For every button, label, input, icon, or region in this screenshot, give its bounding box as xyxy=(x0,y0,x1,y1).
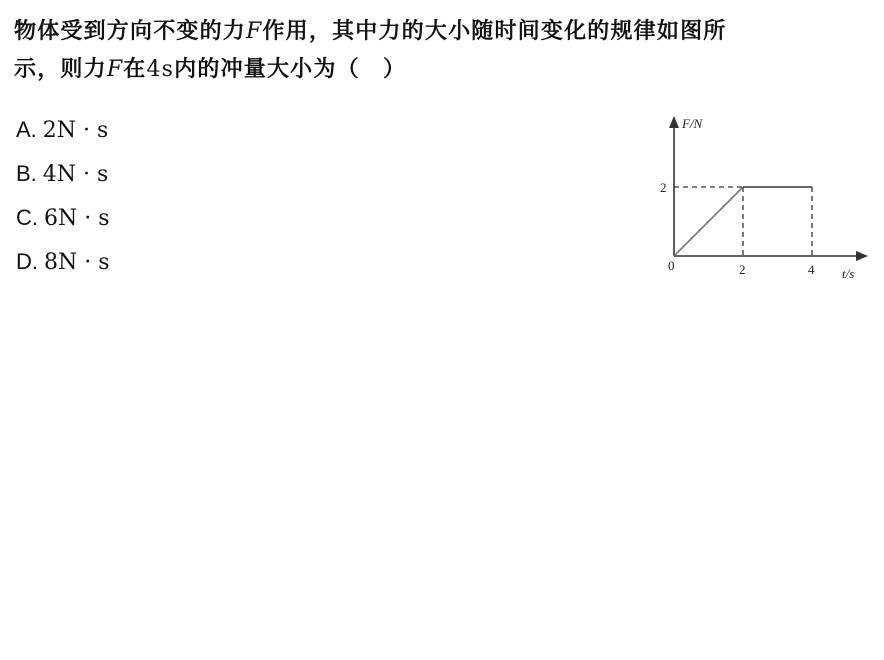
question-line-2 xyxy=(14,50,874,88)
y-tick-label: 2 xyxy=(660,180,667,195)
question-text-segment: 内的冲量大小为（ ） xyxy=(174,56,407,82)
question-line-1 xyxy=(14,12,874,50)
question-text-segment: 作用，其中力的大小随时间变化的规律如图所 xyxy=(262,18,727,44)
option-a[interactable] xyxy=(16,113,110,157)
x-tick-label: 4 xyxy=(808,262,815,277)
x-axis-arrow-icon xyxy=(856,251,868,261)
option-d[interactable] xyxy=(16,245,110,289)
x-tick-label: 2 xyxy=(739,262,746,277)
option-value: 4N · s xyxy=(42,162,109,187)
answer-options xyxy=(16,113,110,289)
time-value: 4s xyxy=(146,57,175,82)
option-c[interactable] xyxy=(16,201,110,245)
question-text-segment: 示，则力 xyxy=(14,56,107,82)
question-text-segment: 在 xyxy=(123,56,147,82)
question-text xyxy=(14,12,874,88)
option-value: 2N · s xyxy=(42,118,109,143)
option-letter: A. xyxy=(16,117,37,142)
y-axis-label: F/N xyxy=(682,116,703,131)
origin-label: 0 xyxy=(668,258,675,273)
option-letter: C. xyxy=(16,205,38,230)
data-line-segment xyxy=(674,187,743,256)
chart-svg xyxy=(656,108,876,288)
option-b[interactable] xyxy=(16,157,110,201)
option-value: 8N · s xyxy=(44,250,110,275)
force-variable: F xyxy=(246,19,263,44)
option-letter: D. xyxy=(16,249,38,274)
force-time-graph xyxy=(656,108,876,292)
option-value: 6N · s xyxy=(44,206,110,231)
y-axis-arrow-icon xyxy=(669,116,679,128)
chart-marks xyxy=(660,180,815,277)
x-axis-label: t/s xyxy=(842,266,855,281)
question-text-segment: 物体受到方向不变的力 xyxy=(14,18,247,44)
force-variable: F xyxy=(106,57,124,82)
option-letter: B. xyxy=(16,161,37,186)
